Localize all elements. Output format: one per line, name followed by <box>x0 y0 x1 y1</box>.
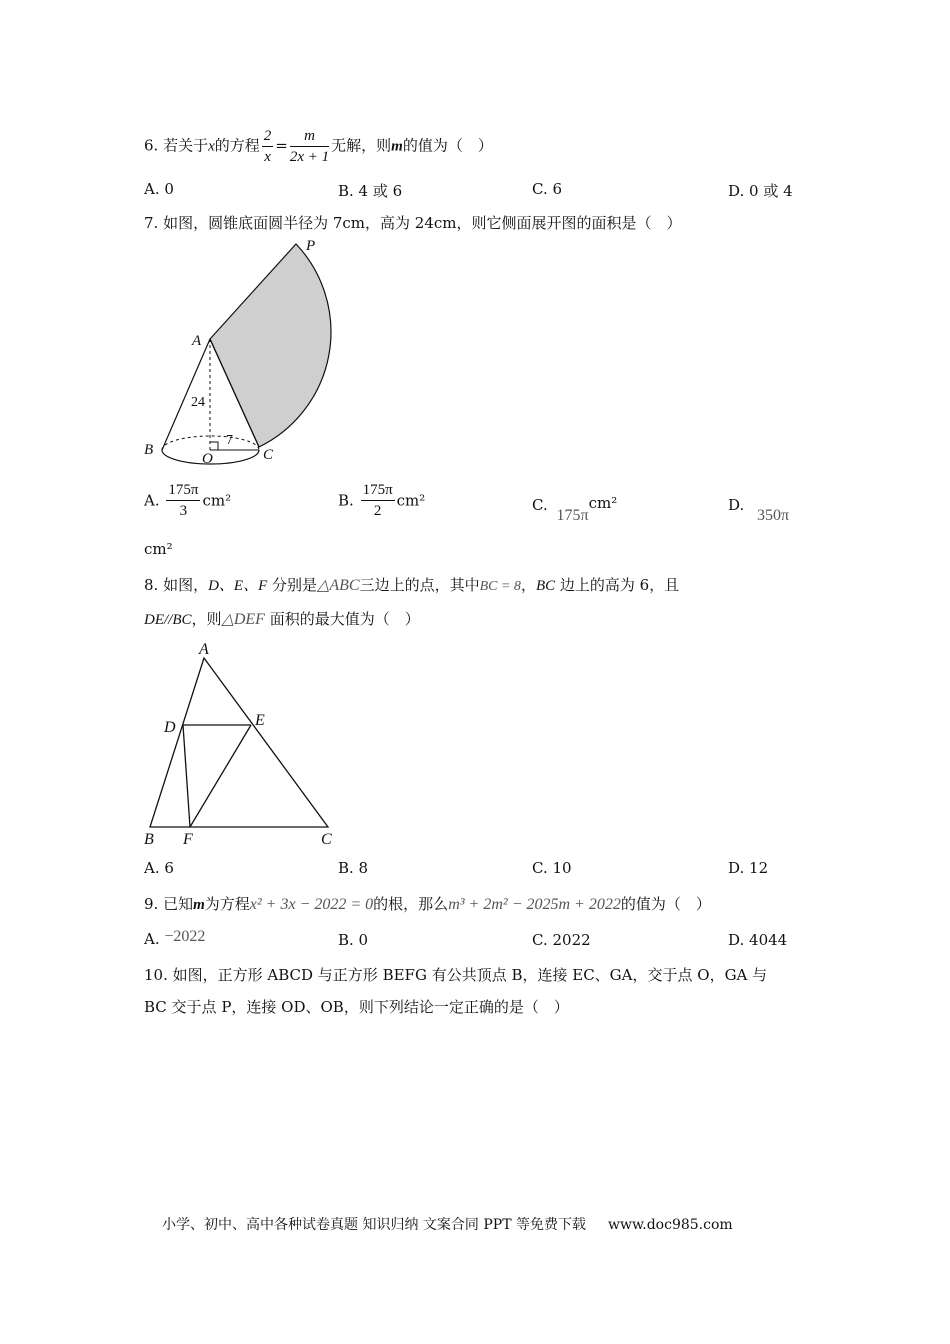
triangle-figure <box>140 638 340 848</box>
q6-stem <box>144 126 493 167</box>
label-o: O <box>202 451 213 466</box>
q6-post2: 的值为（ ） <box>402 136 493 155</box>
label-e: E <box>255 712 265 729</box>
q8-line1: 8. 如图，D、E、F 分别是△ABC三边上的点，其中BC = 8，BC 边上的高为 6，且 <box>144 576 680 594</box>
q8-option-d: D. 12 <box>728 859 769 877</box>
q6-frac-left: $\frac{2}{x}$ <box>263 128 272 165</box>
label-d: D <box>164 719 176 736</box>
q6-mid: 的方程 <box>214 136 260 155</box>
q6-option-b: B. 4 或 6 <box>338 182 403 200</box>
q8-line2: DE//BC，则△DEF 面积的最大值为（ ） <box>144 610 420 628</box>
label-a: A <box>199 641 209 658</box>
q8-option-b: B. 8 <box>338 859 369 877</box>
q7-option-d: D. 350π <box>728 496 790 524</box>
label-f: F <box>183 831 193 848</box>
page-footer <box>162 1214 733 1234</box>
q7-stem: 7. 如图，圆锥底面圆半径为 7cm，高为 24cm，则它侧面展开图的面积是（ ） <box>144 214 682 232</box>
q9-option-b: B. 0 <box>338 931 369 949</box>
label-b: B <box>144 831 154 848</box>
q8-option-a: A. 6 <box>144 859 174 877</box>
footer-text: 小学、初中、高中各种试卷真题 知识归纳 文案合同 PPT 等免费下载 <box>162 1217 586 1233</box>
label-c: C <box>321 831 332 848</box>
q10-line2: BC 交于点 P，连接 OD、OB，则下列结论一定正确的是（ ） <box>144 998 569 1016</box>
label-radius: 7 <box>226 433 233 448</box>
label-a: A <box>192 333 202 349</box>
q9-option-d: D. 4044 <box>728 931 788 949</box>
q6-number: 6. <box>144 136 159 155</box>
q6-option-c: C. 6 <box>532 180 563 198</box>
q6-post1: 无解，则 <box>331 136 392 155</box>
q7-option-a: A. $\frac{175\pi}{3}$ cm² <box>144 482 232 519</box>
cone-figure <box>138 236 358 466</box>
q7-option-c: C. 175πcm² <box>532 494 618 524</box>
q7-option-b: B. $\frac{175\pi}{2}$ cm² <box>338 482 426 519</box>
q6-option-d: D. 0 或 4 <box>728 182 793 200</box>
q6-option-a: A. 0 <box>144 180 174 198</box>
q10-line1: 10. 如图，正方形 ABCD 与正方形 BEFG 有公共顶点 B，连接 EC、GA，交于点 O，GA 与 <box>144 966 768 984</box>
label-height: 24 <box>191 395 205 410</box>
label-b: B <box>144 442 154 458</box>
footer-url[interactable]: www.doc985.com <box>607 1217 733 1233</box>
q9-stem: 9. 已知m为方程x² + 3x − 2022 = 0的根，那么m³ + 2m² − 2025m + 2022的值为（ ） <box>144 895 711 913</box>
q8-option-c: C. 10 <box>532 859 572 877</box>
label-c: C <box>263 447 274 463</box>
q9-option-c: C. 2022 <box>532 931 591 949</box>
q6-var-x: x <box>208 138 215 155</box>
q6-frac-right: $\frac{m}{2x + 1}$ <box>289 128 330 165</box>
label-p: P <box>306 238 316 254</box>
q9-option-a: A. −2022 <box>144 928 206 948</box>
q6-var-m: m <box>391 138 403 155</box>
q6-eq: = <box>275 136 288 155</box>
q7-option-d-unit: cm² <box>144 540 173 558</box>
q6-pre: 若关于 <box>163 136 209 155</box>
